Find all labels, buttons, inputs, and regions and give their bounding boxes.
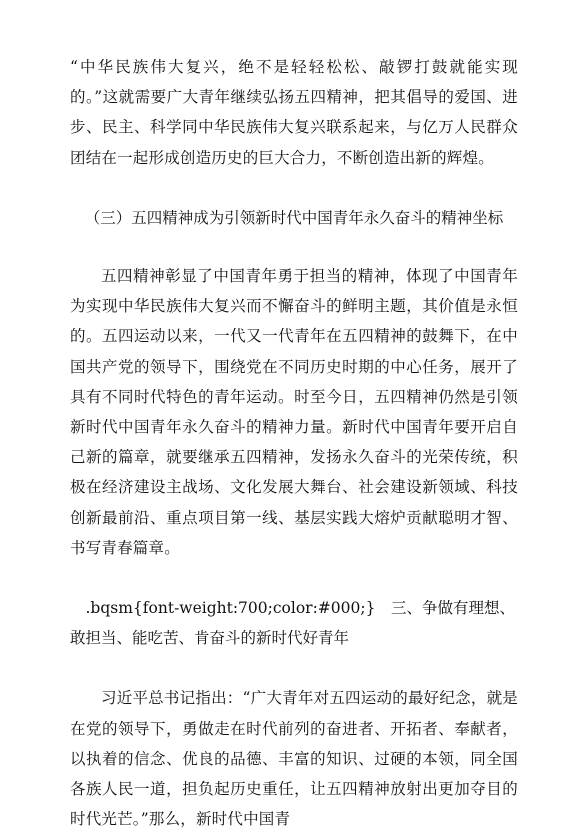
subsection-heading: （三）五四精神成为引领新时代中国青年永久奋斗的精神坐标 bbox=[84, 208, 504, 227]
body-paragraph: 习近平总书记指出：“广大青年对五四运动的最好纪念，就是在党的领导下，勇做走在时代前列的奋进者、开拓者、奉献者，以执着的信念、优良的品德、丰富的知识、过硬的本领，同全国各族人民一道，担负起历史重任，让五四精神放射出更加夺目的时代光芒。”那么，新时代中国青 bbox=[70, 689, 518, 829]
spacer bbox=[70, 233, 518, 261]
spacer bbox=[70, 653, 518, 683]
section-title: .bqsm{font-weight:700;color:#000;} 三、争做有理想、敢担当、能吃苦、肯奋斗的新时代好青年 bbox=[70, 599, 515, 648]
body-paragraph: 五四精神彰显了中国青年勇于担当的精神，体现了中国青年为实现中华民族伟大复兴而不懈奋斗的鲜明主题，其价值是永恒的。五四运动以来，一代又一代青年在五四精神的鼓舞下，在中国共产党的领导下，围绕党在不同历史时期的中心任务，展开了具有不同时代特色的青年运动。时至今日，五四精神仍然是引领新时代中国青年永久奋斗的精神力量。新时代中国青年要开启自己新的篇章，就要继承五四精神，发扬永久奋斗的光荣传统，积极在经济建设主战场、文化发展大舞台、社会建设新领域、科技创新最前沿、重点项目第一线、基层实践大熔炉贡献聪明才智、书写青春篇章。 bbox=[70, 267, 518, 557]
spacer bbox=[70, 563, 518, 593]
body-paragraph: “中华民族伟大复兴，绝不是轻轻松松、敲锣打鼓就能实现的。”这就需要广大青年继续弘扬五四精神，把其倡导的爱国、进步、民主、科学同中华民族伟大复兴联系起来，与亿万人民群众团结在一起形成创造历史的巨大合力，不断创造出新的辉煌。 bbox=[70, 58, 518, 167]
spacer bbox=[70, 173, 518, 203]
document-page bbox=[70, 52, 518, 834]
